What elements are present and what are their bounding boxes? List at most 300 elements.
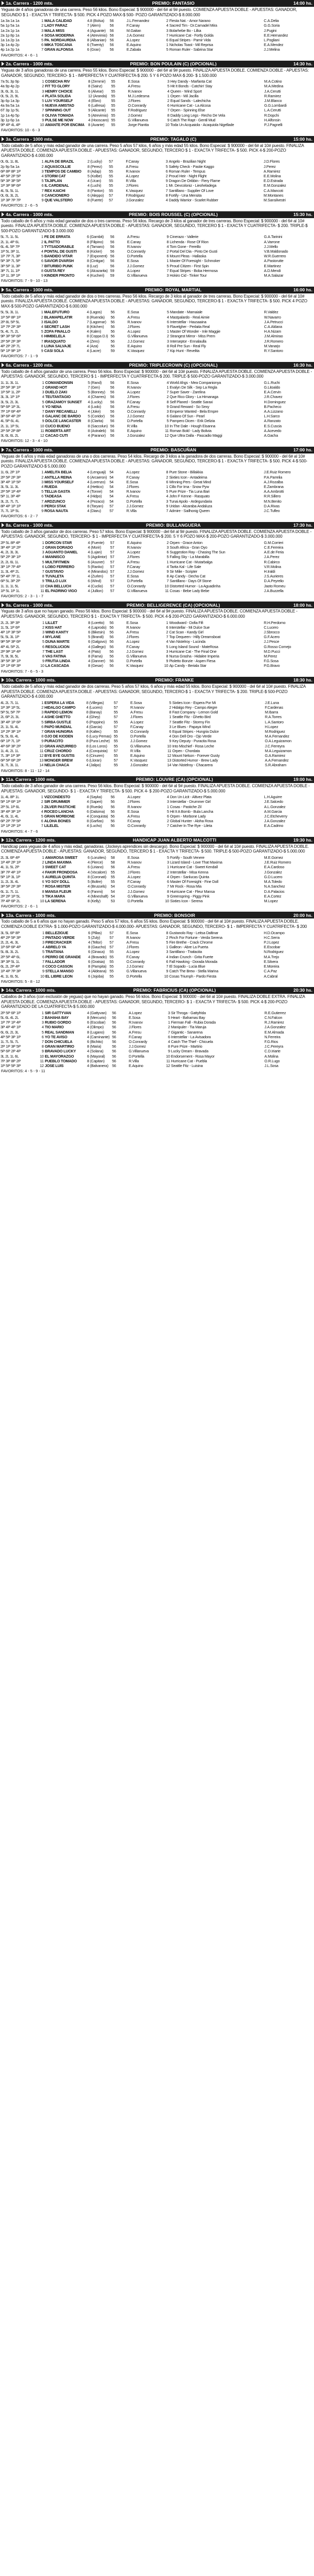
- trainer: H.D.Ocampo: [264, 930, 285, 935]
- post-position: 10: [164, 583, 169, 588]
- jockey: F.Canay: [130, 724, 143, 729]
- runner-row: [0, 390, 314, 394]
- runner-row: [0, 620, 314, 625]
- horse-name: HIDALGO CAMPO: [44, 705, 76, 710]
- pedigree: Gigantic - Sanarena: [171, 1029, 203, 1035]
- post-position: 4: [165, 197, 168, 202]
- post-position: 8: [166, 574, 169, 579]
- weight: 55: [111, 112, 115, 118]
- trainer: D.A.Rivas: [264, 503, 280, 508]
- stable-odds: 4 (Teltor): [88, 940, 102, 945]
- runner-row: [0, 870, 314, 875]
- post-position: 5: [167, 809, 169, 814]
- recent-form: 1P 5P 8P 1P: [1, 314, 21, 320]
- weight: 56: [110, 254, 115, 259]
- trainer: J.C.Tufleo: [264, 508, 280, 513]
- saddle-number: 11: [40, 1058, 44, 1063]
- saddle-number: 7: [42, 569, 44, 574]
- recent-form: 2P 5P 2P 3P: [1, 474, 21, 480]
- jockey: F.Canay: [127, 819, 141, 824]
- stable-odds: 8 (Astraleb): [87, 428, 106, 433]
- race-number-distance: [2, 137, 53, 142]
- weight: 56: [110, 804, 115, 809]
- post-position: 2: [166, 474, 169, 480]
- race-header: [0, 61, 314, 67]
- saddle-number: 6: [41, 819, 43, 824]
- runner-row: [0, 18, 314, 23]
- runner-row: [0, 964, 314, 969]
- horse-name: ARDZUNCO: [44, 498, 65, 504]
- runner-row: [0, 94, 314, 98]
- runner-row: [0, 1044, 314, 1049]
- post-position: 3: [166, 273, 169, 278]
- stable-odds: 6 (Fanmi): [87, 889, 103, 894]
- pedigree: Hit It Bonds - Catchin' Stay: [170, 84, 212, 89]
- post-position: 3: [167, 799, 169, 804]
- weight: 55: [114, 763, 118, 768]
- weight: 56: [110, 319, 115, 324]
- pedigree: Pampero Dicen - Erik Delizia: [170, 418, 215, 424]
- horse-name: TEUTANTAGIO: [45, 394, 71, 400]
- horse-name: ALOHA BONES: [44, 819, 71, 824]
- saddle-number: 8: [42, 653, 44, 659]
- trainer: G.D.Lucero: [264, 874, 283, 879]
- race-number-distance: [2, 61, 53, 67]
- recent-form: 0L 6L 1L 8L: [1, 159, 19, 164]
- race-title: 7a. Carrera - 1000 mts.: [6, 447, 53, 452]
- post-position: 2: [169, 705, 172, 710]
- jockey: R.Ivanov: [126, 489, 141, 494]
- pedigree: World Ahgs - Mea Companionya: [170, 380, 221, 385]
- pedigree: Hit It A Bomb - Bula Lancha: [170, 809, 214, 814]
- runner-row: [0, 1059, 314, 1063]
- weight: 56: [109, 42, 114, 48]
- weight: 56: [109, 28, 114, 33]
- pedigree: Nursa Grasha - Hidalee Imperia: [169, 653, 219, 659]
- trainer: M.A.Medina: [264, 84, 284, 89]
- stable-odds: 8 (Cintigar): [87, 258, 105, 264]
- weight: 57: [109, 930, 114, 935]
- stable-odds: 4 (Jullion): [87, 588, 103, 593]
- post-position: 5: [166, 554, 169, 560]
- post-position: 5: [167, 855, 169, 860]
- horse-name: FAKIR FRONDOSA: [45, 869, 78, 875]
- trainer: J.E.Luna: [265, 700, 279, 705]
- runner-row: [0, 823, 314, 828]
- trainer: E.A.Cervin: [264, 390, 281, 395]
- saddle-number: 7: [41, 47, 43, 52]
- jockey: R.Ivanov: [127, 384, 141, 390]
- recent-form: 2P 5L 1P 6L: [1, 804, 20, 809]
- pedigree: Roman Bold - Lady Bolivia: [170, 428, 211, 433]
- saddle-number: 9: [42, 969, 44, 974]
- horse-name: SAVIOR DVARSH: [44, 258, 74, 264]
- post-position: 5: [166, 418, 169, 424]
- runner-row: [0, 855, 314, 860]
- horse-name: TUVALETA: [45, 574, 64, 579]
- stable-odds: 8 (Fuerte): [87, 197, 103, 202]
- jockey: J.Flores: [127, 554, 140, 560]
- race-conditions: Yeguas de 3 años que no hayan ganado. Peso 56 kilos. Bono Especial: $ 900000 - del 6# al 9# puesto. FINALIZA APUESTA DOBLE. COMIENZA APUESTA DOBLE - APUESTAS: GANADOR, SEGUNDO, TERCERO $ 1 - EXACTA Y TRIFECTA- $ 500. PICK 4-$ 200-POZO GARANTIZADO-$ 6.000.000: [1, 609, 298, 619]
- runner-row: [0, 164, 314, 169]
- runner-row: [0, 348, 314, 353]
- jockey: E.Aquino: [127, 540, 142, 545]
- post-position: 7: [166, 508, 169, 513]
- recent-form: 3P 5P 2P 3P: [1, 884, 21, 889]
- post-position: 7: [166, 32, 169, 38]
- horse-name: YO NENA: [45, 404, 62, 409]
- pedigree: Santillano - Days Of Stone: [170, 578, 211, 584]
- weight: 59: [110, 348, 115, 353]
- weight: 56: [109, 639, 114, 644]
- recent-form: 1L 1L 1L 5L: [1, 583, 19, 588]
- saddle-number: 8: [41, 734, 43, 739]
- pedigree: Key Deputy - Puracita Rosa: [172, 739, 216, 744]
- horse-name: PINTADO VERDE: [45, 935, 75, 940]
- post-position: 6: [166, 414, 169, 419]
- pedigree: Hurricane Cat - Fleur Mansa: [170, 889, 215, 894]
- saddle-number: 8: [42, 414, 44, 419]
- jockey: E.Canay: [127, 239, 141, 244]
- saddle-number: 7: [41, 338, 43, 344]
- saddle-number: 5: [41, 254, 43, 259]
- recent-form: 4a 9a 5a 1a: [1, 103, 19, 108]
- jockey: R.Villa: [129, 1058, 139, 1063]
- jockey: G.Villanueva: [126, 969, 147, 974]
- pedigree: Mount Nelson - Forever Gusty: [172, 753, 220, 758]
- race-title: 11a. Carrera - 1000 mts.: [6, 777, 55, 782]
- weight: 55: [109, 164, 113, 169]
- trainer: G.M.Corrieri: [264, 540, 284, 545]
- stable-odds: 4 (Lujan): [87, 550, 102, 555]
- trainer: R.A.Torres: [265, 714, 282, 720]
- stable-odds: 8 (Kitchen): [86, 324, 104, 329]
- pedigree: Pinch For Fortune - Verda Serena: [169, 935, 222, 940]
- jockey: J.Gonzalez: [127, 433, 145, 438]
- post-position: 4: [166, 244, 169, 249]
- jockey: A.Lopez: [127, 550, 140, 555]
- race-header: [0, 287, 314, 293]
- post-position: 7: [166, 578, 169, 584]
- weight: 54: [109, 479, 114, 484]
- saddle-number: 9: [42, 117, 44, 122]
- horse-name: MYLANE: [45, 634, 61, 640]
- weight: 55: [110, 874, 115, 879]
- saddle-number: 9: [41, 1049, 44, 1054]
- runner-row: [0, 258, 314, 263]
- saddle-number: 1: [42, 620, 44, 625]
- recent-form: 3L 2L 7L 7L: [1, 498, 19, 504]
- runner-row: [0, 748, 314, 753]
- stable-odds: 6 (Pillas): [88, 930, 102, 935]
- pedigree: Falling Sky - La Marabilla: [170, 554, 209, 560]
- horse-name: TIO MARIO: [44, 1025, 64, 1030]
- weight: 56: [110, 423, 115, 428]
- jockey: A.Fresu: [127, 314, 140, 320]
- post-position: 2: [166, 540, 169, 545]
- jockey: F.Canay: [126, 474, 140, 480]
- pedigree: Cosas - Pastiche Zil: [170, 804, 201, 809]
- weight: 57: [110, 550, 115, 555]
- horse-name: FE DE ERRATA: [44, 234, 71, 240]
- post-position: 3: [167, 1010, 170, 1015]
- post-position: 8: [167, 343, 169, 348]
- runner-row: [0, 739, 314, 743]
- stable-odds: 4 (Gallego): [88, 644, 106, 649]
- post-position: 1: [167, 804, 169, 809]
- pedigree: Super Saver - Zarelina: [170, 390, 206, 395]
- favorites: FAVORITOS: 4 - 7 - 6: [1, 829, 38, 834]
- weight: 56: [109, 47, 114, 52]
- trainer: E.E.Hernandez: [264, 32, 288, 38]
- recent-form: 4P 5P 2P 5P: [1, 173, 21, 178]
- stable-odds: 8 (Perez): [87, 164, 102, 169]
- trainer: A.Acevedo: [264, 428, 282, 433]
- weight: 56: [110, 380, 115, 385]
- triangle-icon: [2, 838, 4, 842]
- recent-form: 3L 2L 1L 6L: [1, 1053, 19, 1059]
- runner-row: [0, 23, 314, 28]
- trainer: A.A.Ambrotti: [264, 489, 284, 494]
- stable-odds: 5 (Brandi): [88, 634, 104, 640]
- saddle-number: 11: [40, 428, 44, 433]
- jockey: D.Portella: [126, 498, 142, 504]
- recent-form: 2P 5P 3P 1P: [1, 384, 21, 390]
- trainer: M.Vanarjo: [264, 343, 281, 348]
- stable-odds: 8 (Albanian): [87, 38, 106, 42]
- race-prize-name: PREMIO: FRANKE: [155, 677, 194, 683]
- weight: 56: [110, 343, 115, 348]
- recent-form: 2P 8L 5P 5L: [1, 319, 20, 324]
- horse-name: THE LAST: [45, 649, 63, 654]
- race-number-distance: [2, 913, 55, 918]
- saddle-number: 11: [39, 748, 43, 753]
- runners-table: [0, 310, 314, 353]
- runner-row: [0, 470, 314, 474]
- post-position: 11: [166, 1058, 170, 1063]
- saddle-number: 6: [41, 42, 43, 48]
- stable-odds: 4 (Lodo): [87, 404, 101, 409]
- runner-row: [0, 959, 314, 964]
- pedigree: Cinerazo - Vallerie: [170, 234, 199, 240]
- post-position: 5: [167, 310, 169, 315]
- horse-name: DOLCE LANCASTER: [45, 418, 81, 424]
- trainer: M.Sansilvestri: [263, 197, 286, 202]
- saddle-number: 9: [41, 348, 43, 353]
- jockey: R.Ivanov: [127, 244, 141, 249]
- stable-odds: 8 (Pura Leche): [86, 739, 110, 744]
- pedigree: Portal Del Dia - Pinto De Gusti: [170, 248, 218, 254]
- recent-form: 1L 6L 2P 1P: [1, 470, 20, 475]
- jockey: F.Canay: [126, 954, 140, 959]
- pedigree: Equal Stripes - Pamir Vida: [169, 38, 211, 42]
- stable-odds: 8 (Lugano): [87, 1029, 105, 1035]
- runner-row: [0, 1054, 314, 1059]
- weight: 56: [109, 18, 114, 24]
- saddle-number: 9: [41, 273, 43, 278]
- recent-form: 4L 6L 1L 4L: [1, 813, 19, 819]
- pedigree: Ap Candy - Beriala Star: [169, 663, 207, 668]
- jockey: A.Lopez: [126, 949, 140, 955]
- weight: 57: [110, 583, 115, 588]
- stable-odds: 5 (Zuly): [88, 935, 100, 940]
- race-title: 9a. Carrera - 1000 mts.: [6, 602, 53, 608]
- runner-row: [0, 753, 314, 758]
- jockey: E.Sosa: [126, 620, 138, 625]
- stable-odds: 6 (Jojoba): [88, 973, 104, 979]
- trainer: J.C.Pereyra: [264, 1044, 284, 1049]
- post-position: 6: [166, 479, 169, 484]
- runner-row: [0, 945, 314, 949]
- jockey: J.Gomez: [128, 112, 142, 118]
- pedigree: Le Blues - Papaya Wind: [172, 724, 210, 729]
- trainer: N.Rodriguez: [264, 949, 284, 955]
- jockey: G.Villanueva: [126, 653, 147, 659]
- runner-row: [0, 625, 314, 630]
- runner-row: [0, 193, 314, 198]
- stable-odds: 4 (Solana): [87, 1049, 104, 1054]
- saddle-number: 1: [42, 540, 44, 545]
- trainer: R.Valdez: [264, 310, 278, 315]
- post-position: 2: [167, 819, 169, 824]
- saddle-number: 4: [42, 554, 44, 560]
- trainer: C.A.Paz: [264, 969, 277, 974]
- runner-row: [0, 634, 314, 639]
- stable-odds: 6 (Lloran): [86, 758, 102, 763]
- saddle-number: 2: [42, 625, 44, 630]
- jockey: O.Conrardy: [126, 959, 145, 964]
- jockey: O.Conrardy: [130, 729, 149, 734]
- favorites: FAVORITOS: 2 - 6 - 1: [1, 904, 38, 909]
- horse-name: CANCIONERO: [44, 192, 70, 198]
- saddle-number: 3: [42, 865, 44, 870]
- trainer: M.Ibarra: [265, 710, 278, 715]
- trainer: N.Ferreira: [264, 1034, 281, 1039]
- race-prize-name: PREMIO: TAGALO (C): [150, 136, 197, 142]
- pedigree: Equal Stripes - Hungria Dulce: [172, 729, 219, 734]
- weight: 55: [109, 173, 113, 178]
- triangle-icon: [2, 913, 4, 917]
- horse-name: PAPO MUNDIAL: [44, 724, 72, 729]
- post-position: 3: [167, 79, 170, 84]
- jockey: R.Ivanov: [127, 804, 142, 809]
- runner-row: [0, 122, 314, 127]
- weight: 57: [110, 578, 115, 584]
- saddle-number: 3: [42, 550, 44, 555]
- trainer: S.R.Abraham: [265, 763, 287, 768]
- stable-odds: 6 (Alcazarita): [87, 268, 108, 273]
- weight: 55: [111, 117, 115, 122]
- recent-form: 3L 6L 6L 2L: [1, 433, 19, 438]
- runner-row: [0, 564, 314, 569]
- stable-odds: 4 (Lacre): [86, 348, 101, 353]
- post-position: 5: [166, 644, 169, 649]
- pedigree: Seattle Fitz - Luisina: [171, 1063, 203, 1069]
- race-section: [0, 837, 314, 912]
- trainer: A.D.Mendi: [264, 268, 281, 273]
- recent-form: 1L 4L 2L 1L: [1, 748, 19, 753]
- recent-form: 9P 5P 3P 6P: [1, 639, 21, 644]
- stable-odds: 7 (Lagomar): [86, 319, 106, 324]
- trainer: H.Alfonsin: [264, 117, 281, 122]
- horse-name: FIRECRACKER: [45, 940, 72, 945]
- recent-form: 2p 9p 5a 1a: [1, 164, 19, 169]
- post-position: 1: [166, 258, 169, 264]
- horse-name: CASI SOLA: [44, 348, 64, 353]
- stable-odds: 8 (Maria): [87, 1044, 102, 1049]
- recent-form: 6L 4L 5P 7P: [1, 244, 20, 249]
- saddle-number: 6: [41, 334, 43, 339]
- trainer: H.C.Serra: [264, 935, 280, 940]
- saddle-number: 6: [42, 404, 44, 409]
- post-position: 8: [166, 399, 169, 404]
- post-position: 4: [166, 23, 169, 28]
- saddle-number: 3: [41, 1020, 44, 1025]
- trainer: J.E.Ruiz Romero: [264, 860, 291, 865]
- stable-odds: 8 (Villegas): [86, 700, 104, 705]
- stable-odds: 4 (Paranor): [87, 433, 106, 438]
- horse-name: MANSA FLEUR: [45, 889, 71, 894]
- recent-form: 2L 6P 2L 3L: [1, 714, 19, 720]
- post-position: 8: [166, 653, 169, 659]
- race-title: 12a. Carrera - 1200 mts.: [6, 837, 56, 843]
- pedigree: Mandate - Mamaiale: [170, 310, 203, 315]
- runner-row: [0, 484, 314, 489]
- weight: 56: [109, 32, 114, 38]
- race-header: [0, 837, 314, 844]
- runners-table: [0, 380, 314, 438]
- race-conditions: Todo caballo de 5 años y más edad ganador de dos o tres carreras. Peso 56 kilos. Recargo de 3 kilos al ganador de tres carreras. Bono Especial: $ 900000 - del 6# al 10# puesto. FINALIZA APUESTA DOBLE. COMIENZA APUESTA DOBLE - APUESTAS: GANADOR, SEGUNDO, TERCERO-$ 1 - EXACTA Y TRIFECTA- $ 500. PICK 4 POZO MAX-$ 500-POZO GARANTIZADO-$ 6.000.000: [1, 293, 308, 309]
- runner-row: [0, 240, 314, 244]
- pedigree: Hurricane Cat - Mutarbalga: [170, 559, 212, 564]
- horse-name: NUEVA AMISTAD: [44, 103, 74, 108]
- saddle-number: 14: [39, 763, 43, 768]
- horse-name: TELLIA GASTA: [44, 489, 71, 494]
- race-conditions: Caballos de 3 años (con exclusión de yeguas) que no hayan ganado. Peso 56 kilos. Bono Especial: $ 900000 - del 6# al 10# puesto. FINALIZA DOBLE EXTRA. FINALIZA APUESTA DOBLE. COMIENZA APUESTA DOBLE - APUESTAS: GANADOR, SEGUNDO, TERCERO- $ 1 - EXACTA Y TRIFECTA- $ 500. PICK 4-$ 200-POZO GARANTIZADO DE LA CUATRIFECTA-$ 5.000.000: [1, 994, 305, 1009]
- saddle-number: 10: [40, 583, 44, 588]
- runner-row: [0, 804, 314, 809]
- pedigree: Lichenda - Rose Of Rion: [170, 239, 209, 244]
- saddle-number: 3: [41, 168, 44, 174]
- trainer: J.E.Ruiz Romero: [264, 470, 291, 475]
- jockey: G.Villanueva: [127, 893, 148, 899]
- triangle-icon: [2, 1, 4, 5]
- horse-name: PLATA SOLIDA: [44, 93, 71, 98]
- runner-row: [0, 385, 314, 390]
- race-prize-name: PREMIO: FANTASIO: [152, 1, 195, 6]
- jockey: O.Conrardy: [127, 823, 146, 829]
- runner-row: [0, 344, 314, 348]
- recent-form: 1P 1L 3P 1P: [1, 273, 20, 278]
- saddle-number: 2: [41, 1015, 44, 1020]
- recent-form: 4L 5P 6L 4L: [1, 418, 19, 424]
- trainer: J.E.Salcedo: [264, 799, 283, 804]
- horse-name: ABRELO YA: [45, 945, 66, 950]
- horse-name: COCO CASSON: [45, 964, 73, 969]
- runner-row: [0, 334, 314, 338]
- race-number-distance: [2, 837, 55, 843]
- horse-name: IL CARDENAL: [44, 183, 69, 188]
- runners-table: [0, 540, 314, 593]
- stable-odds: 6 (Arcaeron): [87, 474, 107, 480]
- trainer: J.A.Perez: [264, 554, 279, 560]
- saddle-number: 3: [41, 244, 43, 249]
- jockey: E.Sosa: [127, 809, 139, 814]
- post-position: 8: [167, 112, 170, 118]
- horse-name: GRAN ANZURREO: [44, 743, 76, 748]
- race-prize-name: PREMIO: FABRICIUS (CA) (OPCIONAL): [133, 988, 216, 993]
- weight: 55: [111, 103, 115, 108]
